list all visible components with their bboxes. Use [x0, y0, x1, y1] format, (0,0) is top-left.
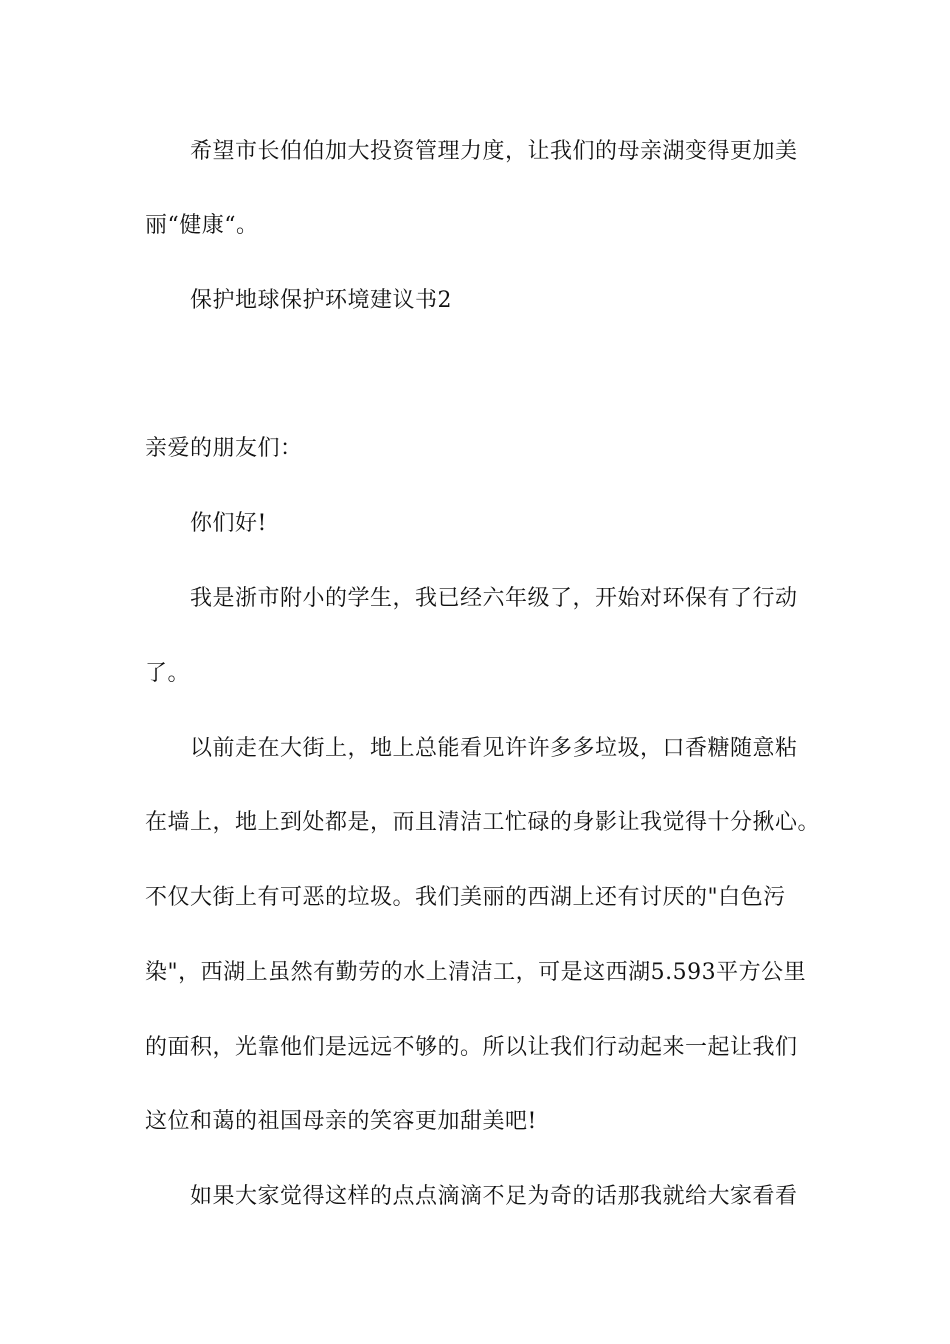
paragraph-line: 了。 — [145, 661, 191, 686]
paragraph-line: 我是浙市附小的学生，我已经六年级了，开始对环保有了行动 — [190, 586, 798, 611]
paragraph-line: 这位和蔼的祖国母亲的笑容更加甜美吧! — [145, 1109, 537, 1134]
paragraph-line: 丽“健康“。 — [145, 213, 259, 238]
paragraph-line: 希望市长伯伯加大投资管理力度，让我们的母亲湖变得更加美 — [190, 139, 798, 164]
paragraph-line: 如果大家觉得这样的点点滴滴不足为奇的话那我就给大家看看 — [190, 1184, 798, 1209]
paragraph-line: 的面积，光靠他们是远远不够的。所以让我们行动起来一起让我们 — [145, 1035, 798, 1060]
paragraph-line: 染"，西湖上虽然有勤劳的水上清洁工，可是这西湖5.593平方公里 — [145, 960, 807, 985]
section-heading: 保护地球保护环境建议书2 — [190, 288, 452, 313]
paragraph-line: 以前走在大街上，地上总能看见许许多多垃圾，口香糖随意粘 — [190, 736, 798, 761]
greeting: 你们好! — [190, 511, 267, 536]
paragraph-line: 在墙上，地上到处都是，而且清洁工忙碌的身影让我觉得十分揪心。 — [145, 810, 821, 835]
paragraph-line: 不仅大街上有可恶的垃圾。我们美丽的西湖上还有讨厌的"白色污 — [145, 885, 786, 910]
salutation: 亲爱的朋友们： — [145, 436, 303, 461]
